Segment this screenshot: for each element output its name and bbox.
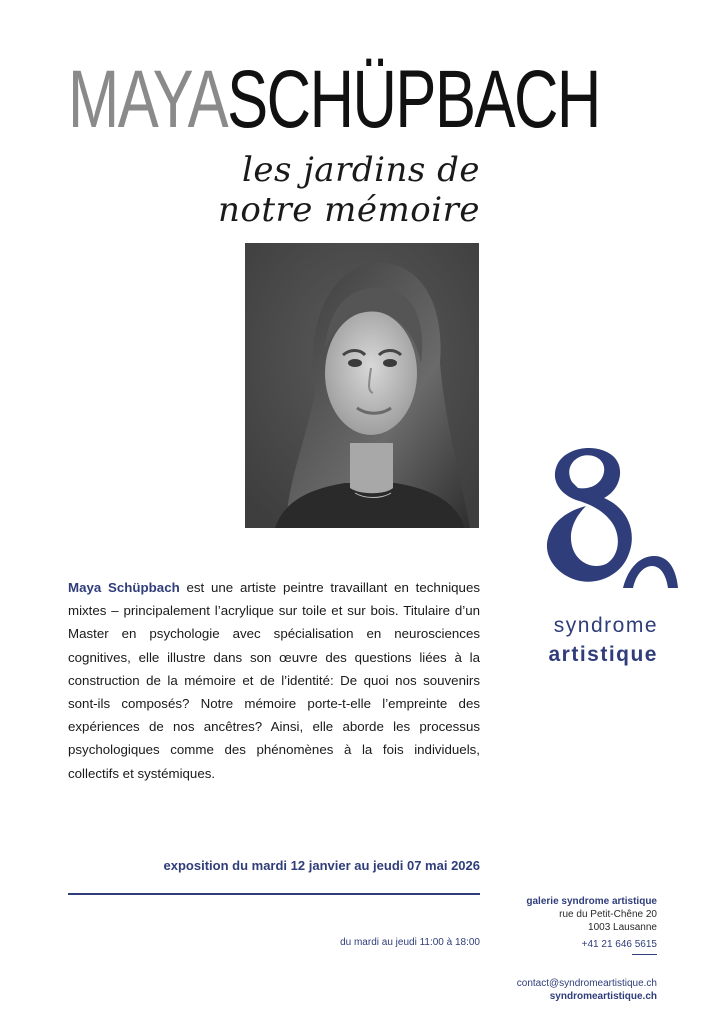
short-divider xyxy=(632,954,657,955)
gallery-street: rue du Petit-Chêne 20 xyxy=(559,909,657,920)
brand-name-line2: artistique xyxy=(548,643,658,666)
opening-hours: du mardi au jeudi 11:00 à 18:00 xyxy=(340,937,480,948)
bio-text: est une artiste peintre travaillant en techniques mixtes – principalement l’acrylique sur toile et sur bois. Titulaire d’un Master en psychologie avec spécialisation en neurosciences cognitives, elle illustre dans son œuvre des questions liées à la construction de la mémoire et de l’identité: De quoi nos souvenirs sont-ils composés? Notre mémoire porte-t-elle l’empreinte des expériences de nos ancêtres? Ainsi, elle aborde les processus psychologiques comme des phénomènes à la fois individuels, collectifs et systémiques. xyxy=(68,580,480,781)
artist-last-name: SCHÜPBACH xyxy=(227,54,600,145)
gallery-address-block xyxy=(500,895,657,951)
gallery-name: galerie syndrome artistique xyxy=(526,896,657,907)
divider-rule xyxy=(68,893,480,895)
artist-first-name: MAYA xyxy=(68,54,228,145)
website-link[interactable]: syndromeartistique.ch xyxy=(549,991,657,1002)
artist-name-heading xyxy=(68,54,600,145)
artist-portrait-photo xyxy=(245,243,479,528)
brand-name-line1: syndrome xyxy=(553,614,658,637)
contact-email-link[interactable]: contact@syndromeartistique.ch xyxy=(516,978,657,989)
syndrome-artistique-ampersand-logo xyxy=(528,438,688,598)
exhibition-title xyxy=(180,150,480,230)
contact-block xyxy=(500,977,657,1003)
artist-biography xyxy=(68,576,480,785)
gallery-phone[interactable]: +41 21 646 5615 xyxy=(581,939,657,950)
gallery-city: 1003 Lausanne xyxy=(588,922,657,933)
bio-artist-name: Maya Schüpbach xyxy=(68,580,180,595)
exhibition-dates: exposition du mardi 12 janvier au jeudi 07 mai 2026 xyxy=(163,858,480,873)
exhibition-title-line2: notre mémoire xyxy=(217,190,480,230)
exhibition-title-line1: les jardins de xyxy=(242,150,480,190)
